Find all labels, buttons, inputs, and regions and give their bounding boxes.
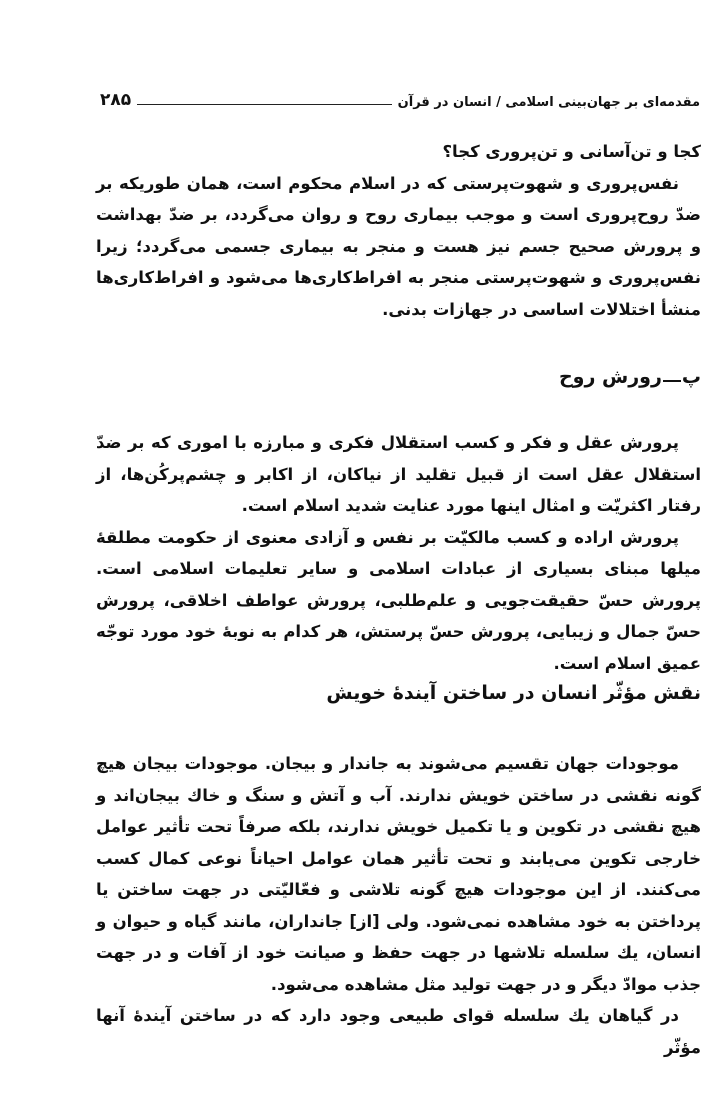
paragraph: کجا و تن‌آسانی و تن‌پروری کجا؟ — [442, 142, 701, 161]
page-number: ۲۸۵ — [100, 90, 132, 110]
heading-text-start: پ — [681, 366, 701, 388]
section-body-spirit — [96, 427, 701, 679]
running-header — [100, 86, 700, 110]
running-title: مقدمه‌ای بر جهان‌بینی اسلامی / انسان در قرآن — [397, 95, 700, 110]
section-heading-spirit — [559, 366, 701, 388]
section-body-role — [96, 748, 701, 1063]
tatweel-stroke — [663, 380, 681, 382]
section-body-intro — [96, 136, 701, 325]
paragraph: پرورش عقل و فکر و کسب استقلال فکری و مبارزه با اموری که بر ضدّ استقلال عقل است از قبیل تقلید از نیاکان، از اکابر و چشم‌پرکُن‌ها، از رفتار اکثریّت و امثال اینها مورد عنایت شدید اسلام است. — [96, 433, 701, 515]
heading-text-rest: رورش روح — [558, 366, 662, 388]
header-rule — [137, 104, 392, 105]
section-heading-role: نقش مؤثّر انسان در ساختن آیندهٔ خویش — [326, 682, 701, 704]
paragraph: نفس‌پروری و شهوت‌پرستی که در اسلام محکوم است، همان طوریکه بر ضدّ روح‌پروری است و موجب بیماری روح و روان می‌گردد، بر ضدّ بهداشت و پرورش صحیح جسم نیز هست و منجر به بیماری جسمی می‌گردد؛ زیرا نفس‌پروری و شهوت‌پرستی منجر به افراط‌کاری‌ها می‌شود و افراط‌کاری‌ها منشأ اختلالات اساسی در جهازات بدنی. — [96, 173, 701, 319]
paragraph: در گیاهان یك سلسله قوای طبیعی وجود دارد که در ساختن آیندهٔ آنها مؤثّر — [96, 1006, 701, 1057]
paragraph: پرورش اراده و کسب مالکیّت بر نفس و آزادی معنوی از حکومت مطلقهٔ میلها مبنای بسیاری از عبادات اسلامی و سایر تعلیمات اسلامی است. پرورش حسّ حقیقت‌جویی و علم‌طلبی، پرورش عواطف اخلاقی، پرورش حسّ جمال و زیبایی، پرورش حسّ پرستش، هر کدام به نوبهٔ خود مورد توجّه عمیق اسلام است. — [96, 527, 701, 673]
paragraph: موجودات جهان تقسیم می‌شوند به جاندار و بیجان. موجودات بیجان هیچ گونه نقشی در ساختن خویش ندارند. آب و آتش و سنگ و خاك بیجان‌اند و هیچ نقشی در تکوین و یا تکمیل خویش ندارند، بلکه صرفاً تحت تأثیر عوامل خارجی تکوین می‌یابند و تحت تأثیر همان عوامل احیاناً نوعی کمال کسب می‌کنند. از این موجودات هیچ گونه تلاشی و فعّالیّتی در جهت ساختن یا پرداختن به خود مشاهده نمی‌شود. ولی [از] جانداران، مانند گیاه و حیوان و انسان، یك سلسله تلاشها در جهت حفظ و صیانت خود از آفات و در جهت جذب موادّ دیگر و در جهت تولید مثل مشاهده می‌شود. — [96, 754, 701, 994]
